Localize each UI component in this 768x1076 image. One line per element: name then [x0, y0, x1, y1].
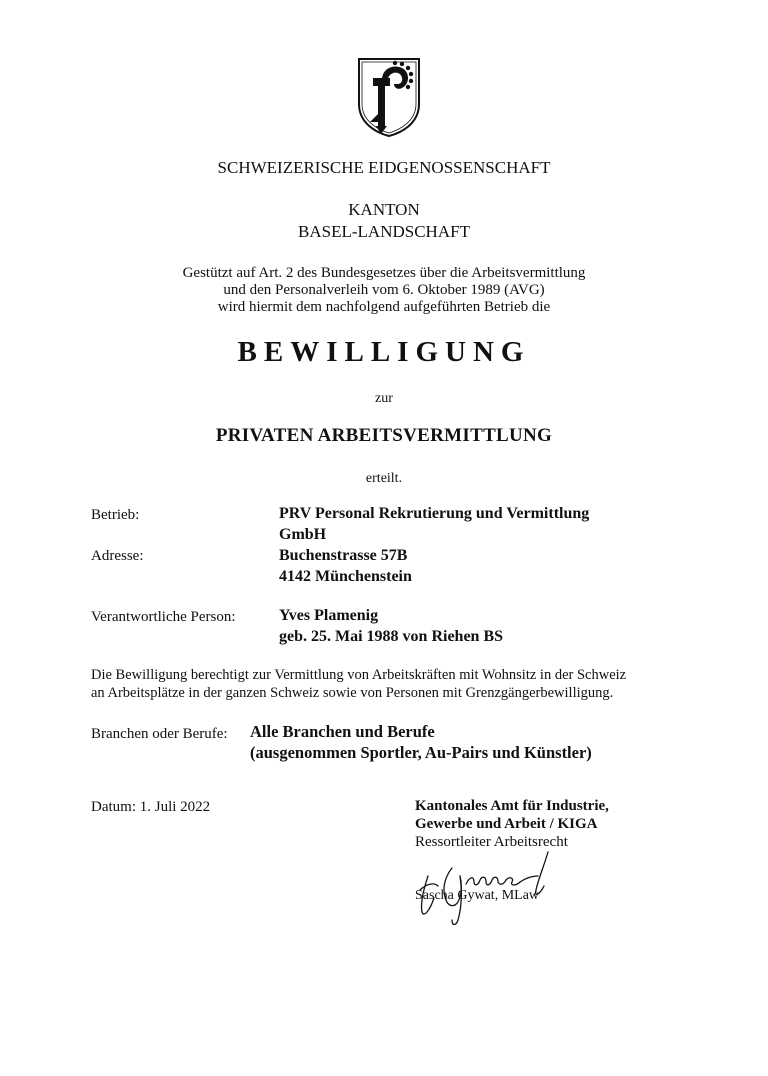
title-connector: zur: [375, 391, 393, 406]
branchen-label: Branchen oder Berufe:: [91, 726, 228, 742]
betrieb-line: PRV Personal Rekrutierung und Vermittlung: [279, 505, 590, 522]
branchen-value: [250, 721, 592, 763]
person-label: Verantwortliche Person:: [91, 609, 236, 625]
legal-basis-line: wird hiermit dem nachfolgend aufgeführten Betrieb die: [217, 299, 551, 315]
document-subtitle: PRIVATEN ARBEITSVERMITTLUNG: [215, 425, 553, 446]
betrieb-value: [279, 503, 589, 545]
person-line: Yves Plamenig: [279, 607, 379, 624]
authority-role: Ressortleiter Arbeitsrecht: [415, 834, 568, 850]
signatory-name: Sascha Gywat, MLaw: [415, 888, 540, 903]
issue-date: Datum: 1. Juli 2022: [91, 799, 211, 815]
canton-label: KANTON: [348, 200, 420, 219]
person-value: [279, 605, 503, 647]
betrieb-label: Betrieb:: [91, 507, 140, 523]
paragraph-line: an Arbeitsplätze in der ganzen Schweiz sowie von Personen mit Grenzgängerbewilligung.: [91, 685, 614, 701]
legal-basis-line: und den Personalverleih vom 6. Oktober 1989 (AVG): [223, 282, 545, 298]
person-line: geb. 25. Mai 1988 von Riehen BS: [279, 628, 504, 645]
basel-landschaft-crest-icon: [356, 56, 422, 138]
adresse-label: Adresse:: [91, 548, 144, 564]
betrieb-line: GmbH: [279, 526, 327, 543]
authority-line: Kantonales Amt für Industrie,: [415, 798, 609, 814]
adresse-line: 4142 Münchenstein: [279, 568, 412, 585]
issuing-authority: [415, 797, 609, 851]
legal-basis: [0, 265, 768, 316]
granted-text: erteilt.: [365, 471, 403, 486]
adresse-value: [279, 545, 412, 587]
document-title: BEWILLIGUNG: [237, 336, 531, 368]
handwritten-signature-icon: [408, 846, 568, 928]
authority-line: Gewerbe und Arbeit / KIGA: [415, 816, 598, 832]
paragraph-line: Die Bewilligung berechtigt zur Vermittlung von Arbeitskräften mit Wohnsitz in der Schweiz: [91, 667, 627, 683]
branchen-line: (ausgenommen Sportler, Au-Pairs und Künstler): [250, 743, 592, 762]
adresse-line: Buchenstrasse 57B: [279, 547, 408, 564]
branchen-line: Alle Branchen und Berufe: [250, 722, 435, 741]
canton-name: BASEL-LANDSCHAFT: [298, 222, 470, 241]
permit-scope-paragraph: [91, 666, 626, 702]
country-name: SCHWEIZERISCHE EIDGENOSSENSCHAFT: [217, 158, 551, 177]
legal-basis-line: Gestützt auf Art. 2 des Bundesgesetzes über die Arbeitsvermittlung: [182, 265, 586, 281]
